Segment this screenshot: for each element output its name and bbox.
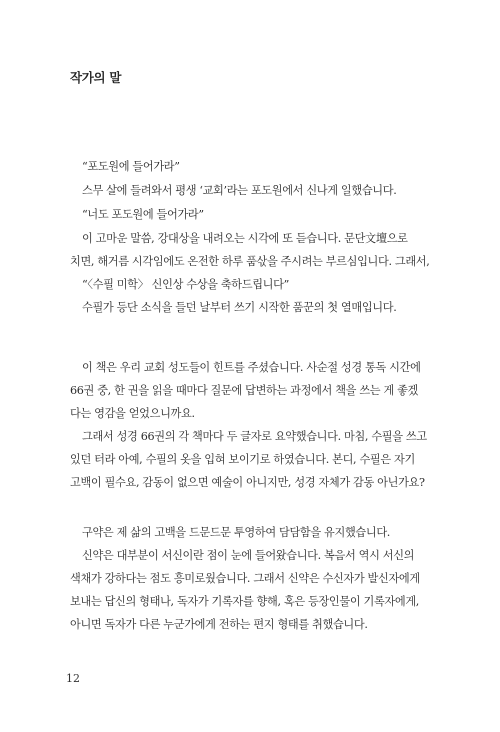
page-number: 12 bbox=[66, 672, 80, 685]
paragraph-line: 치면, 해거름 시각임에도 온전한 하루 품삯을 주시려는 부르심입니다. 그래서, bbox=[70, 255, 430, 268]
paragraph-line: 스무 살에 들려와서 평생 ‘교회’라는 포도원에서 신나게 일했습니다. bbox=[82, 184, 397, 197]
paragraph-line: 수필가 등단 소식을 들던 날부터 쓰기 시작한 품꾼의 첫 열매입니다. bbox=[82, 301, 397, 314]
paragraph-line: 아니면 독자가 다른 누군가에게 전하는 편지 형태를 취했습니다. bbox=[70, 618, 368, 631]
paragraph-line: 이 고마운 말씀, 강대상을 내려오는 시각에 또 듣습니다. 문단文壇으로 bbox=[82, 232, 408, 245]
paragraph-line: 고백이 필수요, 감동이 없으면 예술이 아니지만, 성경 자체가 감동 아닌가요? bbox=[70, 476, 425, 489]
paragraph-line: “포도원에 들어가라” bbox=[82, 160, 180, 173]
paragraph-line: 이 책은 우리 교회 성도들이 힌트를 주셨습니다. 사순절 성경 통독 시간에 bbox=[82, 361, 421, 374]
paragraph-line: 66권 중, 한 권을 읽을 때마다 질문에 답변하는 과정에서 책을 쓰는 게 좋겠 bbox=[70, 384, 419, 397]
page-header-title: 작가의 말 bbox=[70, 70, 122, 85]
paragraph-line: “〈수필 미학〉 신인상 수상을 축하드립니다” bbox=[82, 278, 289, 291]
paragraph-line: 다는 영감을 얻었으니까요. bbox=[70, 407, 195, 420]
paragraph-line: 있던 터라 아예, 수필의 옷을 입혀 보이기로 하였습니다. 본디, 수필은 자기 bbox=[70, 453, 415, 466]
paragraph-line: 색채가 강하다는 점도 흥미로웠습니다. 그래서 신약은 수신자가 발신자에게 bbox=[70, 572, 420, 585]
paragraph-line: 구약은 제 삶의 고백을 드문드문 투영하여 담담함을 유지했습니다. bbox=[82, 526, 390, 539]
paragraph-line: “너도 포도원에 들어가라” bbox=[82, 208, 204, 221]
paragraph-line: 그래서 성경 66권의 각 책마다 두 글자로 요약했습니다. 마침, 수필을 쓰고 bbox=[82, 430, 427, 443]
paragraph-line: 보내는 답신의 형태나, 독자가 기록자를 향해, 혹은 등장인물이 기록자에게, bbox=[70, 595, 419, 608]
paragraph-line: 신약은 대부분이 서신이란 점이 눈에 들어왔습니다. 복음서 역시 서신의 bbox=[82, 549, 415, 562]
